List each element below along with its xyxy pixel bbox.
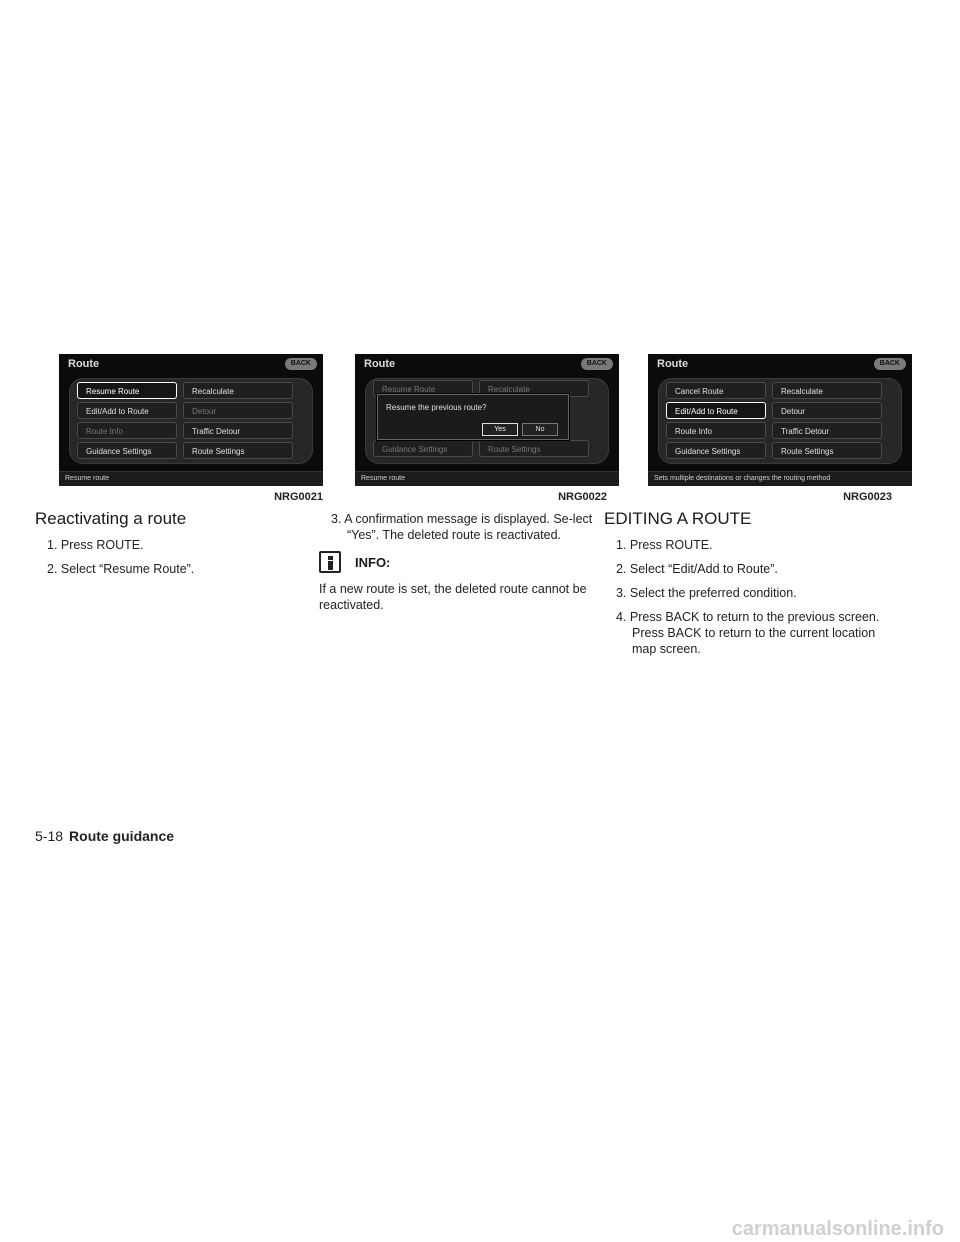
reactivating-steps (35, 537, 327, 577)
screen-title: Route (657, 358, 689, 370)
section-heading-reactivating: Reactivating a route (35, 509, 187, 528)
traffic-detour-button: Traffic Detour (183, 422, 293, 439)
no-button: No (522, 423, 558, 436)
screenshot-confirm-dialog (355, 354, 619, 486)
guidance-settings-button: Guidance Settings (373, 440, 473, 457)
screen-title: Route (364, 358, 396, 370)
page-footer (35, 828, 174, 844)
cancel-route-button: Cancel Route (666, 382, 766, 399)
guidance-settings-button: Guidance Settings (77, 442, 177, 459)
recalculate-button: Recalculate (479, 380, 589, 397)
resume-route-button: Resume Route (373, 380, 473, 397)
resume-route-button: Resume Route (77, 382, 177, 399)
status-bar: Resume route (59, 471, 323, 486)
detour-button: Detour (772, 402, 882, 419)
back-button: BACK (285, 358, 317, 370)
page-number: 5-18 (35, 828, 64, 844)
column-2 (319, 354, 611, 613)
route-info-button: Route Info (666, 422, 766, 439)
footer-section-title: Route guidance (69, 828, 175, 844)
list-item: 1. Press ROUTE. (47, 538, 144, 552)
info-label: INFO: (355, 554, 391, 570)
info-header (319, 551, 611, 573)
status-bar: Resume route (355, 471, 619, 486)
figure-code: NRG0023 (843, 491, 892, 503)
yes-button: Yes (482, 423, 518, 436)
recalculate-button: Recalculate (183, 382, 293, 399)
list-item: 4. Press BACK to return to the previous screen. Press BACK to return to the current location map screen. (616, 610, 880, 656)
route-settings-button: Route Settings (772, 442, 882, 459)
dialog-question: Resume the previous route? (386, 403, 487, 412)
screenshot-route-menu (59, 354, 323, 486)
figure-code: NRG0022 (558, 491, 607, 503)
edit-add-route-button: Edit/Add to Route (77, 402, 177, 419)
back-button: BACK (581, 358, 613, 370)
route-settings-button: Route Settings (183, 442, 293, 459)
screenshot-edit-route-menu (648, 354, 912, 486)
list-item: 2. Select “Edit/Add to Route”. (616, 562, 778, 576)
info-text: If a new route is set, the deleted route cannot be reactivated. (319, 582, 587, 612)
back-button: BACK (874, 358, 906, 370)
status-bar: Sets multiple destinations or changes the routing method (648, 471, 912, 486)
route-settings-button: Route Settings (479, 440, 589, 457)
confirm-dialog (377, 394, 569, 440)
editing-steps (604, 537, 896, 657)
figure-code: NRG0021 (274, 491, 323, 503)
route-info-button: Route Info (77, 422, 177, 439)
edit-add-route-button: Edit/Add to Route (666, 402, 766, 419)
column-1 (35, 354, 327, 577)
watermark: carmanualsonline.info (731, 1218, 944, 1240)
section-heading-editing: EDITING A ROUTE (604, 509, 752, 528)
screen-title: Route (68, 358, 100, 370)
list-item: 2. Select “Resume Route”. (47, 562, 195, 576)
list-item: 3. A confirmation message is displayed. Se-lect “Yes”. The deleted route is reactivated. (331, 512, 593, 542)
list-item: 3. Select the preferred condition. (616, 586, 797, 600)
traffic-detour-button: Traffic Detour (772, 422, 882, 439)
confirm-steps (319, 511, 611, 543)
list-item: 1. Press ROUTE. (616, 538, 713, 552)
column-3 (604, 354, 900, 657)
guidance-settings-button: Guidance Settings (666, 442, 766, 459)
detour-button: Detour (183, 402, 293, 419)
recalculate-button: Recalculate (772, 382, 882, 399)
info-icon (319, 551, 341, 573)
